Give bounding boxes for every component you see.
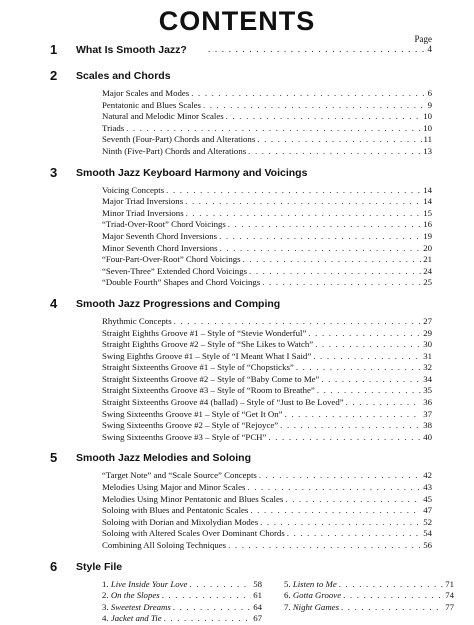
leader-dots (315, 339, 421, 351)
chapter-number: 4 (50, 295, 58, 311)
entry-title: Swing Eighths Groove #1 – Style of “I Meant What I Said” (102, 350, 312, 361)
leader-dots (174, 316, 422, 328)
chapter-number: 5 (50, 450, 58, 466)
toc-entry[interactable] (102, 185, 432, 197)
toc-entry[interactable] (102, 362, 432, 374)
leader-dots (186, 208, 422, 220)
entry-page: 77 (445, 601, 454, 612)
leader-dots (191, 88, 425, 100)
entry-page: 71 (445, 578, 454, 589)
entry-title: Minor Seventh Chord Inversions (102, 242, 218, 253)
leader-dots (249, 266, 421, 278)
entry-title: “Seven-Three” Extended Chord Voicings (102, 265, 248, 276)
entry-page: 9 (427, 99, 432, 110)
style-file-entry[interactable] (284, 579, 454, 591)
toc-entry[interactable] (102, 123, 432, 135)
leader-dots (185, 196, 421, 208)
entry-page: 14 (423, 196, 432, 207)
entry-title: “Triad-Over-Root” Chord Voicings (102, 219, 226, 230)
chapter-title[interactable]: What Is Smooth Jazz? (76, 44, 187, 56)
entry-title: Listen to Me (292, 578, 337, 589)
leader-dots (287, 528, 421, 540)
chapter-number: 3 (50, 164, 58, 180)
leader-dots (219, 231, 421, 243)
toc-entry[interactable] (102, 494, 432, 506)
entry-page: 54 (423, 528, 432, 539)
chapter-2 (50, 68, 432, 158)
page-column-header: Page (414, 34, 432, 44)
leader-dots (285, 409, 422, 421)
toc-entry[interactable] (102, 254, 432, 266)
toc-entry[interactable] (102, 208, 432, 220)
entry-title: Soloing with Blues and Pentatonic Scales (102, 505, 249, 516)
entry-page: 35 (423, 385, 432, 396)
leader-dots (164, 613, 252, 625)
entry-page: 29 (423, 327, 432, 338)
chapter-1 (50, 42, 432, 58)
toc-entry[interactable] (102, 409, 432, 421)
entry-page: 43 (423, 482, 432, 493)
style-file-grid (102, 578, 454, 625)
entry-page: 40 (423, 431, 432, 442)
leader-dots (341, 602, 443, 614)
entry-number: 2. (102, 590, 109, 601)
toc-entry[interactable] (102, 470, 432, 482)
entry-page: 14 (423, 184, 432, 195)
entry-page: 45 (423, 493, 432, 504)
entry-page: 47 (423, 505, 432, 516)
entry-title: Melodies Using Major and Minor Scales (102, 482, 246, 493)
chapter-5 (50, 450, 432, 551)
leader-dots (339, 579, 443, 591)
entry-title: Jacket and Tie (110, 613, 162, 624)
toc-entry[interactable] (102, 146, 432, 158)
leader-dots (285, 494, 421, 506)
entry-page: 56 (423, 540, 432, 550)
leader-dots (243, 254, 422, 266)
entry-title: Rhythmic Concepts (102, 315, 172, 326)
toc-entry[interactable] (102, 266, 432, 278)
chapter-number: 6 (50, 558, 58, 574)
entry-title: Swing Sixteenths Groove #1 – Style of “Get It On” (102, 408, 283, 419)
leader-dots (162, 590, 252, 602)
entry-page: 10 (423, 111, 432, 122)
entry-page: 15 (423, 207, 432, 218)
entry-title: Straight Sixteenths Groove #3 – Style of “Room to Breathe” (102, 385, 315, 396)
entry-title: “Double Fourth” Shapes and Chord Voicings (102, 277, 261, 288)
toc-entry[interactable] (102, 432, 432, 444)
entry-title: Minor Triad Inversions (102, 207, 184, 218)
entry-page: 52 (423, 516, 432, 527)
entry-title: Live Inside Your Love (110, 578, 188, 589)
entry-title: Swing Sixteenths Groove #2 – Style of “Rejoyce” (102, 420, 279, 431)
entry-page: 30 (423, 339, 432, 350)
entry-title: Straight Eighths Groove #1 – Style of “Stevie Wonderful” (102, 327, 307, 338)
entry-page: 21 (423, 254, 432, 265)
leader-dots (321, 374, 421, 386)
leader-dots (317, 385, 421, 397)
leader-dots (313, 351, 421, 363)
entry-title: Soloing with Dorian and Mixolydian Modes (102, 516, 259, 527)
leader-dots (166, 185, 421, 197)
toc-entry[interactable] (102, 385, 432, 397)
entry-title: Straight Eighths Groove #2 – Style of “She Likes to Watch” (102, 339, 314, 350)
entry-title: Soloing with Altered Scales Over Dominant Chords (102, 528, 285, 539)
chapter-6 (50, 558, 454, 625)
toc-entry[interactable] (102, 111, 432, 123)
entry-page: 6 (427, 88, 432, 98)
entry-title: Major Scales and Modes (102, 88, 190, 98)
leader-dots (228, 540, 421, 552)
entry-title: Natural and Melodic Minor Scales (102, 111, 224, 122)
entry-page: 64 (253, 601, 262, 612)
chapter-page: 4 (427, 44, 432, 54)
toc-entry[interactable] (102, 100, 432, 112)
leader-dots (259, 470, 421, 482)
entry-number: 1. (102, 578, 109, 589)
style-file-entry[interactable] (102, 579, 262, 591)
entry-page: 74 (445, 590, 454, 601)
leader-dots (173, 602, 251, 614)
leader-dots (268, 432, 421, 444)
entry-title: Seventh (Four-Part) Chords and Alterations (102, 134, 256, 145)
entry-page: 34 (423, 373, 432, 384)
entry-number: 4. (102, 613, 109, 624)
leader-dots (280, 420, 421, 432)
entry-number: 3. (102, 601, 109, 612)
leader-dots (308, 328, 421, 340)
entry-title: “Four-Part-Over-Root” Chord Voicings (102, 254, 241, 265)
entry-title: “Target Note” and “Scale Source” Concepts (102, 470, 257, 481)
chapter-title[interactable]: Scales and Chords (76, 70, 171, 82)
leader-dots (189, 579, 251, 591)
entry-title: Straight Sixteenths Groove #1 – Style of “Chopsticks” (102, 362, 294, 373)
entry-number: 7. (284, 601, 291, 612)
entry-number: 6. (284, 590, 291, 601)
entry-title: Melodies Using Minor Pentatonic and Blues Scales (102, 493, 284, 504)
chapter-4 (50, 295, 432, 444)
leader-dots (343, 590, 443, 602)
entry-page: 11 (423, 134, 432, 145)
style-file-entry[interactable] (102, 590, 262, 602)
entry-title: Straight Sixteenths Groove #2 – Style of “Baby Come to Me” (102, 373, 320, 384)
toc-entry[interactable] (102, 316, 432, 328)
toc-entry[interactable] (102, 219, 432, 231)
toc (50, 42, 454, 625)
entry-title: Triads (102, 122, 125, 133)
entry-title: Ninth (Five-Part) Chords and Alterations (102, 145, 247, 156)
style-file-entry[interactable] (284, 590, 454, 602)
toc-entry[interactable] (102, 517, 432, 529)
toc-entry[interactable] (102, 540, 432, 552)
entry-page: 67 (253, 613, 262, 624)
toc-entry[interactable] (102, 482, 432, 494)
toc-entry[interactable] (102, 88, 432, 100)
entry-page: 42 (423, 470, 432, 481)
toc-entry[interactable] (102, 328, 432, 340)
entry-page: 16 (423, 219, 432, 230)
entry-page: 24 (423, 265, 432, 276)
leader-dots (346, 397, 422, 409)
entry-page: 36 (423, 397, 432, 408)
leader-dots (262, 277, 421, 289)
entry-title: Major Triad Inversions (102, 196, 184, 207)
leader-dots (247, 482, 421, 494)
toc-entry[interactable] (102, 196, 432, 208)
entry-page: 25 (423, 277, 432, 288)
entry-page: 37 (423, 408, 432, 419)
entry-page: 20 (423, 242, 432, 253)
entry-title: Night Games (292, 601, 339, 612)
toc-entry[interactable] (102, 339, 432, 351)
toc-entry[interactable] (102, 528, 432, 540)
leader-dots (220, 243, 422, 255)
entry-title: Voicing Concepts (102, 184, 165, 195)
chapter-3 (50, 164, 432, 289)
entry-page: 61 (253, 590, 262, 601)
entry-title: Pentatonic and Blues Scales (102, 99, 201, 110)
entry-title: Swing Sixteenths Groove #3 – Style of “PCH” (102, 431, 267, 442)
chapter-title[interactable]: Style File (76, 560, 123, 573)
toc-entry[interactable] (102, 134, 432, 146)
entry-title: Sweetest Dreams (110, 601, 171, 612)
entry-page: 32 (423, 362, 432, 373)
chapter-title[interactable]: Smooth Jazz Melodies and Soloing (76, 452, 252, 465)
toc-entry[interactable] (102, 351, 432, 363)
page-title: CONTENTS (158, 6, 316, 36)
chapter-title[interactable]: Smooth Jazz Keyboard Harmony and Voicings (76, 166, 308, 179)
entry-title: Gotta Groove (292, 590, 342, 601)
entry-page: 27 (423, 315, 432, 326)
leader-dots (203, 100, 426, 112)
entry-page: 38 (423, 420, 432, 431)
toc-entry[interactable] (102, 277, 432, 289)
style-file-entry[interactable] (102, 602, 262, 614)
entry-number: 5. (284, 578, 291, 589)
toc-entry[interactable] (102, 231, 432, 243)
entry-page: 19 (423, 230, 432, 241)
leader-dots (226, 111, 422, 123)
leader-dots (260, 517, 421, 529)
entry-page: 31 (423, 350, 432, 361)
leader-dots (208, 44, 424, 54)
style-file-entry[interactable] (284, 602, 454, 614)
toc-entry[interactable] (102, 420, 432, 432)
entry-page: 13 (423, 145, 432, 156)
leader-dots (248, 146, 421, 158)
entry-title: Straight Sixteenths Groove #4 (ballad) – Style of “Just to Be Loved” (102, 397, 344, 408)
entry-title: Combining All Soloing Techniques (102, 540, 227, 550)
chapter-number: 2 (50, 68, 58, 83)
entry-page: 10 (423, 122, 432, 133)
toc-entry[interactable] (102, 397, 432, 409)
entry-title: On the Slopes (110, 590, 160, 601)
entry-title: Major Seventh Chord Inversions (102, 230, 218, 241)
leader-dots (126, 123, 421, 135)
style-file-entry[interactable] (102, 613, 262, 625)
chapter-number: 1 (50, 42, 58, 57)
leader-dots (250, 505, 421, 517)
leader-dots (296, 362, 421, 374)
leader-dots (257, 134, 421, 146)
entry-page: 58 (253, 578, 262, 589)
toc-entry[interactable] (102, 505, 432, 517)
toc-entry[interactable] (102, 243, 432, 255)
leader-dots (228, 219, 421, 231)
chapter-title[interactable]: Smooth Jazz Progressions and Comping (76, 297, 281, 310)
toc-entry[interactable] (102, 374, 432, 386)
